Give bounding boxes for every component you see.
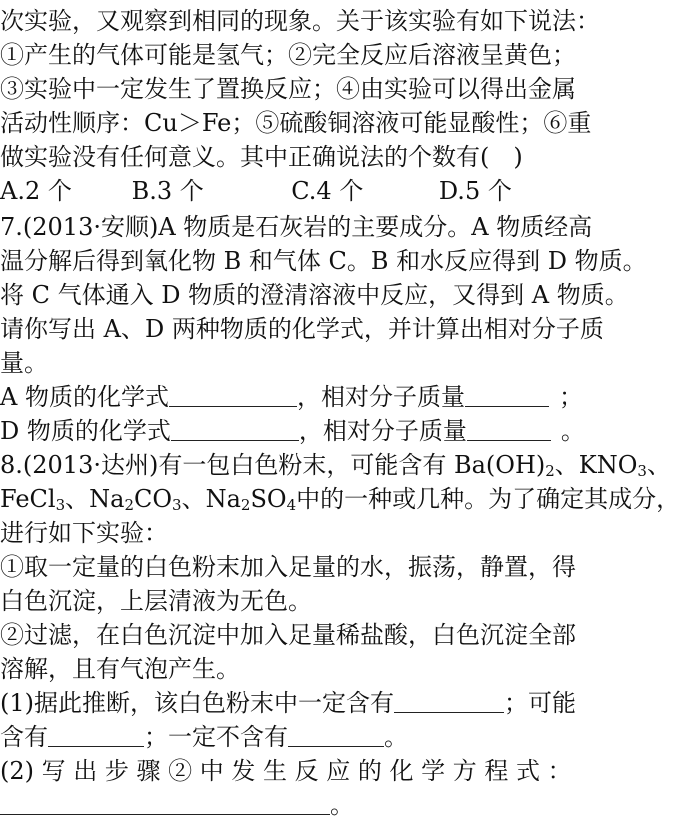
q7-line-2: 温分解后得到氧化物 B 和气体 C。B 和水反应得到 D 物质。 <box>0 247 647 275</box>
q8-l8-text-b: ；可能 <box>504 689 576 717</box>
q8-line-1 <box>0 448 671 482</box>
q8-l2-s2: 2 <box>124 496 134 514</box>
q8-line-9 <box>0 720 640 754</box>
q8-l1-text-b: 、KNO <box>554 451 638 479</box>
q8-l11-end: 。 <box>330 791 354 819</box>
q8-line-10: (2) 写 出 步 骤 ② 中 发 生 反 应 的 化 学 方 程 式 ： <box>0 757 572 785</box>
q8-line-11 <box>0 788 640 822</box>
q6-line-3: ③实验中一定发生了置换反应；④由实验可以得出金属 <box>0 75 576 103</box>
q8-l9-text-b: ；一定不含有 <box>144 723 288 751</box>
q7-a-end: ； <box>558 383 583 411</box>
q7-d-label: D 物质的化学式 <box>0 417 171 445</box>
q8-l2-b: 、Na <box>65 485 125 513</box>
q7-answer-d <box>0 414 640 448</box>
q8-l2-s1: 3 <box>55 496 66 514</box>
q6-line-2: ①产生的气体可能是氢气；②完全反应后溶液呈黄色； <box>0 41 576 69</box>
q7-line-1: 7.(2013·安顺)A 物质是石灰岩的主要成分。A 物质经高 <box>0 213 593 241</box>
q6-line-1: 次实验，又观察到相同的现象。关于该实验有如下说法： <box>0 7 600 35</box>
q8-l8-text: (1)据此推断，该白色粉末中一定含有 <box>0 689 394 717</box>
q7-line-5: 量。 <box>0 349 48 377</box>
q8-l2-f: 中的一种或几种。为了确定其成分， <box>296 485 680 513</box>
q6-line-4: 活动性顺序：Cu＞Fe；⑤硫酸铜溶液可能显酸性；⑥重 <box>0 109 592 137</box>
q7-d-mass-blank[interactable] <box>467 418 551 441</box>
q6-choices <box>0 174 640 208</box>
q8-line-7: 溶解，且有气泡产生。 <box>0 655 240 683</box>
q8-l1-text-c: 、 <box>646 451 671 479</box>
q8-l2-s3: 3 <box>172 496 182 514</box>
q8-l2-s4: 2 <box>240 496 251 514</box>
q8-l1-sub-2: 3 <box>637 462 647 480</box>
q7-a-formula-blank[interactable] <box>169 384 297 407</box>
q8-line-4: ①取一定量的白色粉末加入足量的水，振荡，静置，得 <box>0 553 576 581</box>
q7-a-mass-label: ，相对分子质量 <box>296 383 465 411</box>
q7-answer-a <box>0 380 640 414</box>
q8-l9-text-c: 。 <box>384 723 408 751</box>
q8-line-2 <box>0 482 680 516</box>
q7-d-formula-blank[interactable] <box>171 418 299 441</box>
q7-line-3: 将 C 气体通入 D 物质的澄清溶液中反应，又得到 A 物质。 <box>0 281 629 309</box>
q8-l1-sub: 2 <box>545 462 555 480</box>
q8-l1-text: 8.(2013·达州)有一包白色粉末，可能含有 Ba(OH) <box>0 451 546 479</box>
q7-a-mass-blank[interactable] <box>465 384 549 407</box>
choice-a: A.2 个 <box>0 177 72 205</box>
q8-line-3: 进行如下实验： <box>0 519 168 547</box>
q8-l2-a: FeCl <box>0 485 56 513</box>
q8-line-8 <box>0 686 640 720</box>
q8-l9-text: 含有 <box>0 723 48 751</box>
q8-may-contain-blank[interactable] <box>48 724 144 747</box>
q8-l2-e: SO <box>250 485 287 513</box>
q8-not-contain-blank[interactable] <box>288 724 384 747</box>
q8-l2-d: 、Na <box>181 485 241 513</box>
choice-b: B.3 个 <box>131 177 204 205</box>
choice-d: D.5 个 <box>438 177 512 205</box>
q7-a-label: A 物质的化学式 <box>0 383 169 411</box>
q8-line-6: ②过滤，在白色沉淀中加入足量稀盐酸，白色沉淀全部 <box>0 621 576 649</box>
q8-must-contain-blank[interactable] <box>394 690 504 713</box>
q7-d-end: 。 <box>560 417 585 445</box>
q7-d-mass-label: ，相对分子质量 <box>298 417 467 445</box>
q8-line-5: 白色沉淀，上层清液为无色。 <box>0 587 312 615</box>
q6-line-5: 做实验没有任何意义。其中正确说法的个数有( ) <box>0 143 523 171</box>
choice-c: C.4 个 <box>291 177 364 205</box>
q8-l2-s5: 4 <box>286 496 297 514</box>
q8-l2-c: CO <box>134 485 173 513</box>
q8-equation-blank[interactable] <box>0 792 330 815</box>
q7-line-4: 请你写出 A、D 两种物质的化学式，并计算出相对分子质 <box>0 315 604 343</box>
